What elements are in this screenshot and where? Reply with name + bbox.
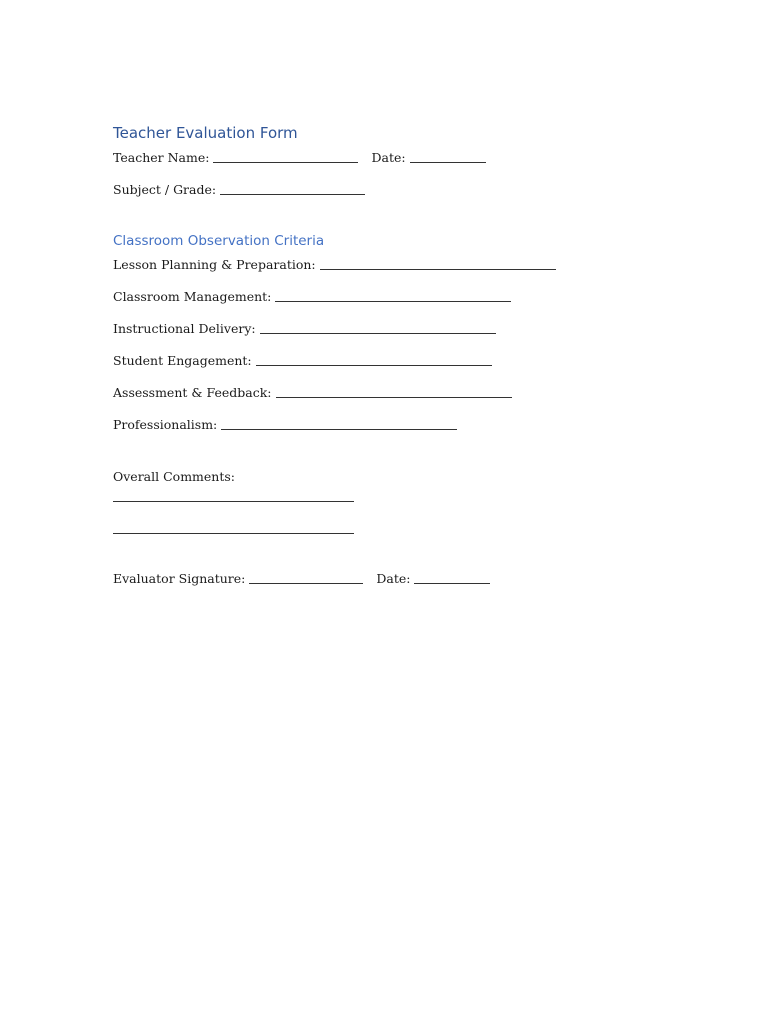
evaluator-signature-row bbox=[113, 571, 490, 586]
date-label: Date: bbox=[371, 150, 406, 165]
date-blank[interactable] bbox=[410, 151, 486, 163]
criterion-row bbox=[113, 353, 492, 368]
criterion-row bbox=[113, 417, 457, 432]
signature-date-label: Date: bbox=[376, 571, 411, 586]
section-title: Classroom Observation Criteria bbox=[113, 233, 325, 249]
criterion-label-professionalism: Professionalism: bbox=[113, 417, 218, 432]
criterion-blank-classroom-management[interactable] bbox=[275, 290, 511, 302]
criterion-label-student-engagement: Student Engagement: bbox=[113, 353, 252, 368]
evaluator-signature-blank[interactable] bbox=[249, 572, 363, 584]
criterion-blank-professionalism[interactable] bbox=[221, 418, 457, 430]
criterion-row bbox=[113, 257, 556, 272]
teacher-name-blank[interactable] bbox=[213, 151, 358, 163]
teacher-name-row bbox=[113, 150, 486, 165]
criterion-row bbox=[113, 289, 511, 304]
criterion-blank-assessment-feedback[interactable] bbox=[276, 386, 512, 398]
overall-comments-row bbox=[113, 469, 235, 484]
teacher-name-label: Teacher Name: bbox=[113, 150, 210, 165]
criterion-blank-lesson-planning[interactable] bbox=[320, 258, 556, 270]
criterion-blank-instructional-delivery[interactable] bbox=[260, 322, 496, 334]
criterion-row bbox=[113, 385, 512, 400]
criterion-label-instructional-delivery: Instructional Delivery: bbox=[113, 321, 256, 336]
comments-line-row bbox=[113, 489, 354, 501]
overall-comments-label: Overall Comments: bbox=[113, 469, 235, 484]
criterion-label-assessment-feedback: Assessment & Feedback: bbox=[113, 385, 272, 400]
comments-line-1[interactable] bbox=[113, 490, 354, 502]
form-title: Teacher Evaluation Form bbox=[113, 124, 298, 142]
signature-date-blank[interactable] bbox=[414, 572, 490, 584]
criterion-label-lesson-planning: Lesson Planning & Preparation: bbox=[113, 257, 316, 272]
subject-grade-blank[interactable] bbox=[220, 183, 365, 195]
criterion-row bbox=[113, 321, 496, 336]
evaluator-signature-label: Evaluator Signature: bbox=[113, 571, 246, 586]
comments-line-row bbox=[113, 521, 354, 533]
subject-grade-label: Subject / Grade: bbox=[113, 182, 217, 197]
subject-grade-row bbox=[113, 182, 365, 197]
comments-line-2[interactable] bbox=[113, 522, 354, 534]
criterion-blank-student-engagement[interactable] bbox=[256, 354, 492, 366]
criterion-label-classroom-management: Classroom Management: bbox=[113, 289, 272, 304]
